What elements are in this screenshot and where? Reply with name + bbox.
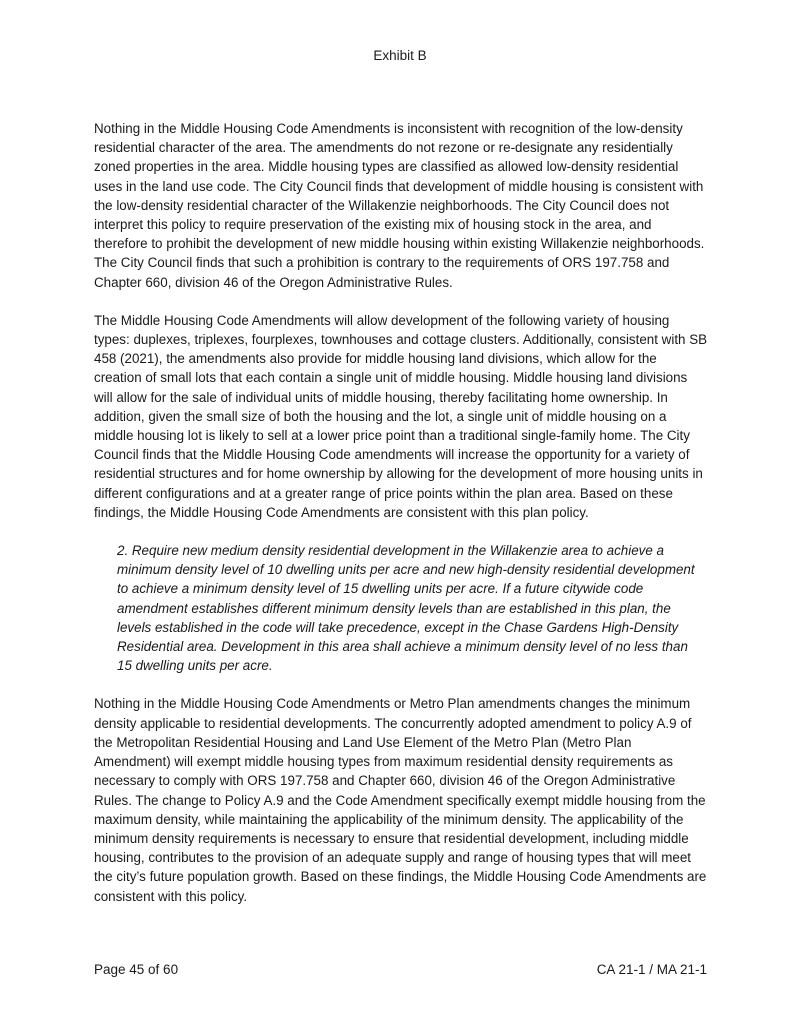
footer-case-number: CA 21-1 / MA 21-1 <box>596 962 707 977</box>
paragraph-minimum-density-findings: Nothing in the Middle Housing Code Amendments or Metro Plan amendments changes the minimum density applicable to residential developments. The concurrently adopted amendment to policy A.9 of the Metropolitan Residential Housing and Land Use Element of the Metro Plan (Metro Plan Amendment) will exempt middle housing types from maximum residential density requirements as necessary to comply with ORS 197.758 and Chapter 660, division 46 of the Oregon Administrative Rules. The change to Policy A.9 and the Code Amendment specifically exempt middle housing from the maximum density, while maintaining the applicability of the minimum density. The applicability of the minimum density requirements is necessary to ensure that residential development, including middle housing, contributes to the provision of an adequate supply and range of housing types that will meet the city’s future population growth. Based on these findings, the Middle Housing Code Amendments are consistent with this policy. <box>94 696 707 904</box>
paragraph-low-density-character: Nothing in the Middle Housing Code Amendments is inconsistent with recognition of the low-density residential character of the area. The amendments do not rezone or re-designate any residentially zoned properties in the area. Middle housing types are classified as allowed low-density residential uses in the land use code. The City Council finds that development of middle housing is consistent with the low-density residential character of the Willakenzie neighborhoods. The City Council does not interpret this policy to require preservation of the existing mix of housing stock in the area, and therefore to prohibit the development of new middle housing within existing Willakenzie neighborhoods. The City Council finds that such a prohibition is contrary to the requirements of ORS 197.758 and Chapter 660, division 46 of the Oregon Administrative Rules. <box>94 121 705 290</box>
footer-page-number: Page 45 of 60 <box>94 962 179 977</box>
policy-quote-minimum-density: 2. Require new medium density residential development in the Willakenzie area to achieve a minimum density level of 10 dwelling units per acre and new high-density residential development to achieve a minimum density level of 15 dwelling units per acre. If a future citywide code amendment establishes different minimum density levels than are established in this plan, the levels established in the code will take precedence, except in the Chase Gardens High-Density Residential area. Development in this area shall achieve a minimum density level of no less than 15 dwelling units per acre. <box>117 543 695 674</box>
page-header-title: Exhibit B <box>373 48 427 63</box>
document-body <box>94 119 708 925</box>
paragraph-housing-variety: The Middle Housing Code Amendments will allow development of the following variety of housing types: duplexes, triplexes, fourplexes, townhouses and cottage clusters. Additionally, consistent with SB 458 (2021), the amendments also provide for middle housing land divisions, which allow for the creation of small lots that each contain a single unit of middle housing. Middle housing land divisions will allow for the sale of individual units of middle housing, thereby facilitating home ownership. In addition, given the small size of both the housing and the lot, a single unit of middle housing on a middle housing lot is likely to sell at a lower price point than a traditional single-family home. The City Council finds that the Middle Housing Code amendments will increase the opportunity for a variety of residential structures and for home ownership by allowing for the development of more housing units in different configurations and at a greater range of price points within the plan area. Based on these findings, the Middle Housing Code Amendments are consistent with this plan policy. <box>94 312 708 520</box>
